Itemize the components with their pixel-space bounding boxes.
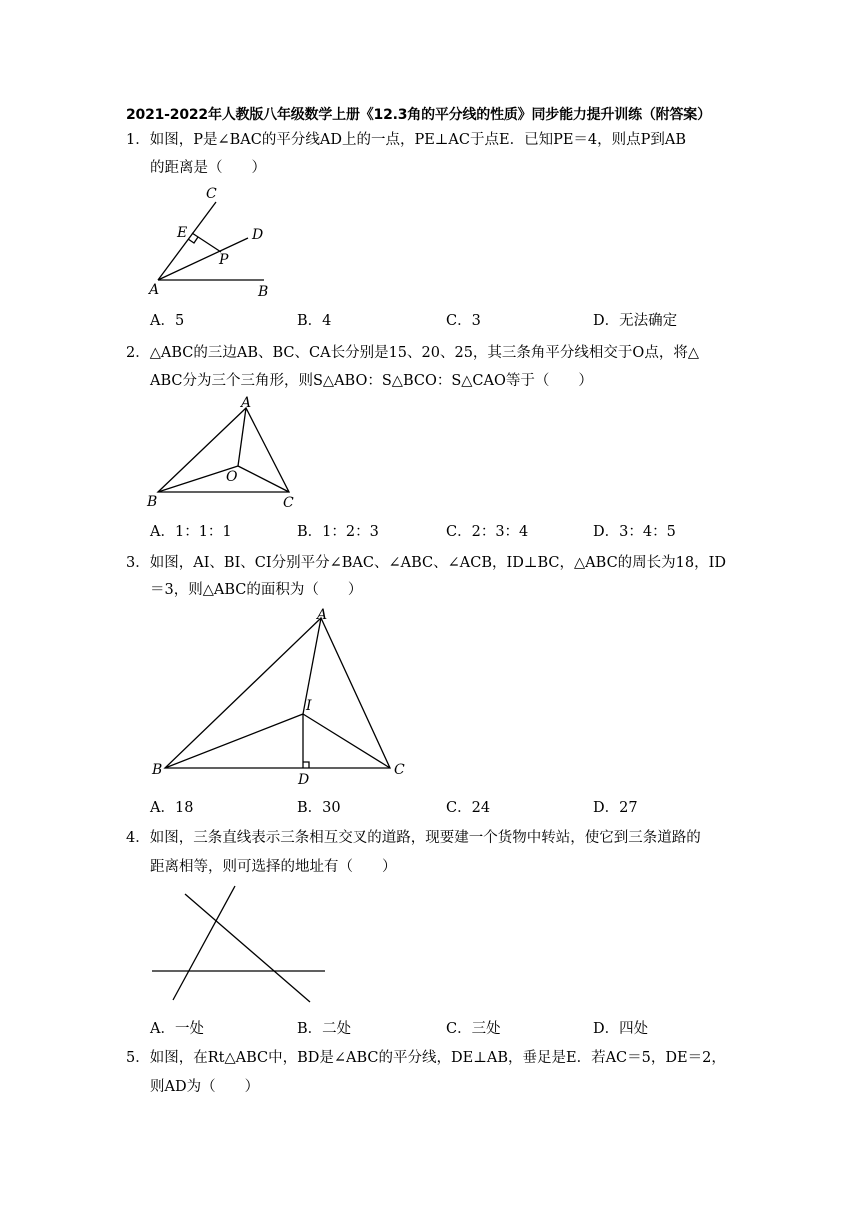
option-d[interactable]: D．27 [593, 800, 638, 816]
figure-angle-bisector [140, 180, 290, 300]
option-b[interactable]: B．二处 [297, 1021, 352, 1037]
figure-incenter-triangle [140, 600, 420, 790]
option-c[interactable]: C．2：3：4 [446, 524, 529, 540]
question-text-line: 5．如图，在Rt△ABC中，BD是∠ABC的平分线，DE⊥AB，垂足是E．若AC＝5，DE＝2， [126, 1050, 726, 1066]
question-text-line: 的距离是（ ） [150, 160, 266, 176]
option-c[interactable]: C．3 [446, 313, 481, 329]
label-A: A [241, 395, 252, 411]
label-B: B [152, 762, 163, 778]
option-a[interactable]: A．1：1：1 [150, 524, 232, 540]
question-text-line: 2．△ABC的三边AB、BC、CA长分别是15、20、25，其三条角平分线相交于O点，将△ [126, 345, 699, 361]
label-A: A [317, 607, 328, 623]
question-text-line: 3．如图，AI、BI、CI分别平分∠BAC、∠ABC、∠ACB，ID⊥BC，△ABC的周长为18，ID [126, 555, 726, 571]
option-d[interactable]: D．3：4：5 [593, 524, 676, 540]
question-text-line: 4．如图，三条直线表示三条相互交叉的道路，现要建一个货物中转站，使它到三条道路的 [126, 830, 701, 846]
option-b[interactable]: B．4 [297, 313, 332, 329]
question-text-line: 距离相等，则可选择的地址有（ ） [150, 859, 397, 875]
option-a[interactable]: A．5 [150, 313, 185, 329]
figure-triangle-bisectors [140, 394, 310, 514]
option-b[interactable]: B．30 [297, 800, 341, 816]
question-text-line: ABC分为三个三角形，则S△ABO：S△BCO：S△CAO等于（ ） [150, 373, 593, 389]
option-c[interactable]: C．24 [446, 800, 491, 816]
option-a[interactable]: A．18 [150, 800, 194, 816]
question-text-line: ＝3，则△ABC的面积为（ ） [150, 582, 363, 598]
question-text-line: 则AD为（ ） [150, 1079, 260, 1095]
option-d[interactable]: D．无法确定 [593, 313, 678, 329]
label-P: P [219, 252, 229, 268]
label-C: C [283, 495, 294, 511]
question-text-line: 1．如图，P是∠BAC的平分线AD上的一点，PE⊥AC于点E．已知PE＝4，则点P到AB [126, 132, 687, 148]
label-B: B [147, 494, 158, 510]
label-O: O [226, 469, 238, 485]
label-C: C [206, 186, 217, 202]
label-I: I [306, 698, 312, 714]
label-D: D [298, 772, 310, 788]
label-E: E [177, 225, 188, 241]
label-B: B [258, 284, 269, 300]
option-b[interactable]: B．1：2：3 [297, 524, 379, 540]
figure-three-roads [140, 880, 340, 1010]
page-title: 2021-2022年人教版八年级数学上册《12.3角的平分线的性质》同步能力提升训练（附答案） [126, 107, 711, 123]
label-A: A [149, 282, 160, 298]
option-d[interactable]: D．四处 [593, 1021, 649, 1037]
option-c[interactable]: C．三处 [446, 1021, 501, 1037]
label-D: D [252, 227, 264, 243]
label-C: C [394, 762, 405, 778]
option-a[interactable]: A．一处 [150, 1021, 204, 1037]
